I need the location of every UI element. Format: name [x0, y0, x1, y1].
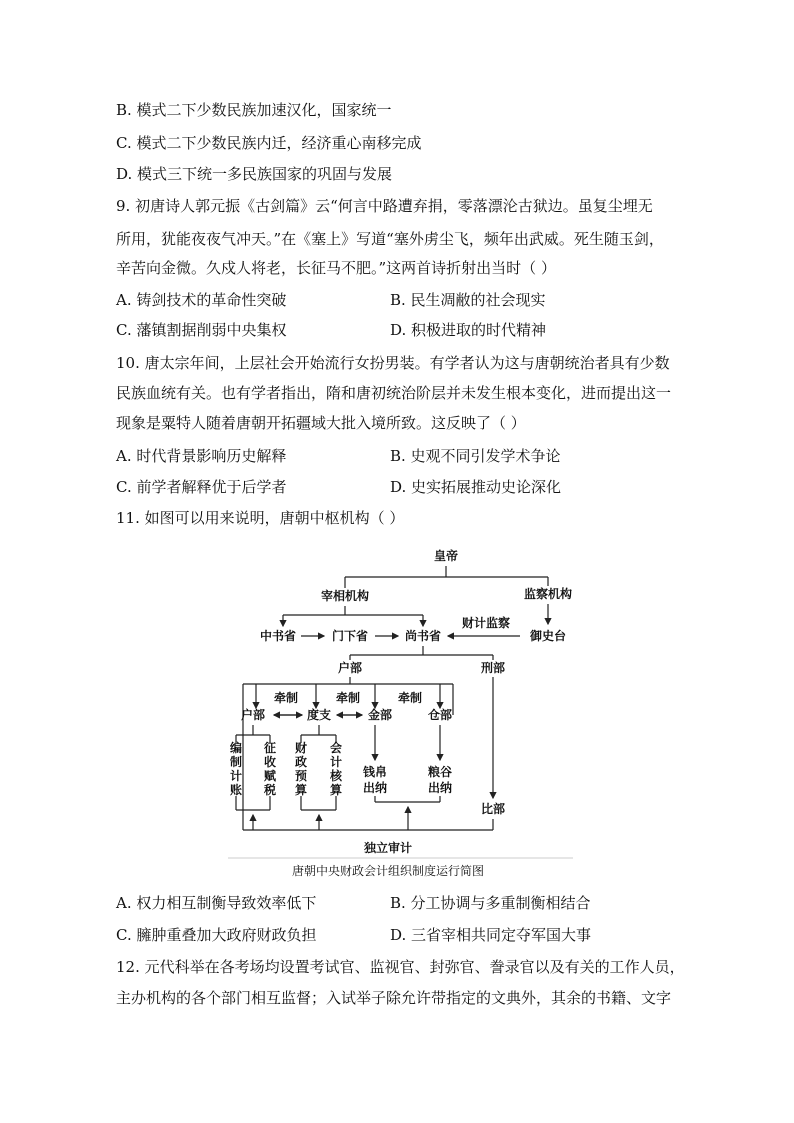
v-zhengshou-char: 征 [263, 741, 277, 755]
q12-stem-1: 12. 元代科举在各考场均设置考试官、监视官、封弥官、誊录官以及有关的工作人员， [116, 958, 685, 976]
label-independent-audit: 独立审计 [363, 841, 413, 855]
node-qianbo [363, 764, 387, 795]
line-d8: D. 模式三下统一多民族国家的巩固与发展 [116, 165, 393, 183]
q11-option-b: B. 分工协调与多重制衡相结合 [390, 894, 591, 912]
node-kuaiji [329, 740, 343, 797]
node-menxia: 门下省 [331, 629, 369, 643]
line-b8: B. 模式二下少数民族加速汉化，国家统一 [116, 101, 392, 119]
label-qianzhi-2: 牵制 [335, 691, 361, 705]
q10-option-d: D. 史实拓展推动史论深化 [390, 478, 562, 496]
node-zhengshou [263, 740, 277, 797]
node-censorate-org: 监察机构 [523, 587, 573, 601]
v-kuaiji-char: 核 [329, 769, 343, 783]
q10-option-b: B. 史观不同引发学术争论 [390, 447, 561, 465]
v-bianzhi-char: 账 [229, 783, 243, 797]
node-lianggu [428, 764, 452, 795]
node-shangshu: 尚书省 [404, 629, 442, 643]
node-jinbu: 金部 [367, 708, 393, 722]
q9-option-a: A. 铸剑技术的革命性突破 [116, 291, 287, 309]
node-bibu: 比部 [480, 802, 506, 816]
q12-stem-2: 主办机构的各个部门相互监督；入试举子除允许带指定的文典外，其余的书籍、文字 [116, 989, 672, 1007]
v-kuaiji-char: 计 [329, 755, 343, 769]
label-qianzhi-1: 牵制 [273, 691, 299, 705]
diagram-caption: 唐朝中央财政会计组织制度运行简图 [291, 864, 485, 878]
q10-stem-1: 10. 唐太宗年间，上层社会开始流行女扮男装。有学者认为这与唐朝统治者具有少数 [116, 354, 670, 372]
node-hubu-sub: 户部 [240, 708, 266, 722]
node-yushitai: 御史台 [529, 629, 567, 643]
node-hubu-main: 户部 [337, 661, 363, 675]
q9-option-d: D. 积极进取的时代精神 [390, 321, 547, 339]
node-zhongshu: 中书省 [259, 629, 297, 643]
q11-option-c: C. 臃肿重叠加大政府财政负担 [116, 926, 317, 944]
v-bianzhi-char: 制 [229, 755, 243, 769]
v-caizheng-char: 财 [294, 741, 308, 755]
v-caizheng-char: 政 [294, 755, 308, 769]
q10-option-a: A. 时代背景影响历史解释 [116, 447, 287, 465]
v-caizheng-char: 预 [294, 769, 308, 783]
label-qianzhi-3: 牵制 [397, 691, 423, 705]
v-bianzhi-char: 计 [229, 769, 243, 783]
q9-stem-1: 9. 初唐诗人郭元振《古剑篇》云“何言中路遭弃捐，零落漂沦古狱边。虽复尘埋无 [116, 197, 653, 215]
v-zhengshou-char: 税 [263, 783, 277, 797]
finance-org-diagram [228, 540, 578, 885]
v-bianzhi-char: 编 [229, 741, 243, 755]
v-zhengshou-char: 赋 [263, 769, 277, 783]
v-kuaiji-char: 会 [329, 741, 343, 755]
v-lianggu-line: 出纳 [427, 781, 453, 795]
q11-stem: 11. 如图可以用来说明，唐朝中枢机构（ ） [116, 509, 405, 527]
node-xingbu: 刑部 [480, 661, 506, 675]
node-duzhi: 度支 [306, 708, 332, 722]
label-audit-supervision: 财计监察 [461, 616, 511, 630]
v-kuaiji-char: 算 [329, 783, 343, 797]
line-c8: C. 模式二下少数民族内迁，经济重心南移完成 [116, 134, 422, 152]
v-qianbo-line: 钱帛 [362, 765, 388, 779]
v-qianbo-line: 出纳 [362, 781, 388, 795]
node-emperor: 皇帝 [433, 549, 459, 563]
q9-option-c: C. 藩镇割据削弱中央集权 [116, 321, 287, 339]
node-caizheng [295, 740, 307, 797]
q10-stem-3: 现象是粟特人随着唐朝开拓疆域大批入境所致。这反映了（ ） [116, 414, 526, 432]
v-lianggu-line: 粮谷 [427, 765, 453, 779]
q9-option-b: B. 民生凋敝的社会现实 [390, 291, 546, 309]
v-caizheng-char: 算 [294, 783, 308, 797]
q9-stem-3: 辛苦向金微。久戍人将老，长征马不肥。”这两首诗折射出当时（ ） [116, 259, 556, 277]
v-zhengshou-char: 收 [263, 755, 277, 769]
q11-option-a: A. 权力相互制衡导致效率低下 [116, 894, 317, 912]
node-chancellor: 宰相机构 [320, 589, 370, 603]
node-bianzhi [230, 740, 242, 797]
node-cangbu: 仓部 [427, 708, 453, 722]
q10-stem-2: 民族血统有关。也有学者指出，隋和唐初统治阶层并未发生根本变化，进而提出这一 [116, 384, 672, 402]
q10-option-c: C. 前学者解释优于后学者 [116, 478, 287, 496]
q11-option-d: D. 三省宰相共同定夺军国大事 [390, 926, 592, 944]
q9-stem-2: 所用，犹能夜夜气冲天。”在《塞上》写道“塞外虏尘飞，频年出武威。死生随玉剑， [116, 230, 664, 248]
